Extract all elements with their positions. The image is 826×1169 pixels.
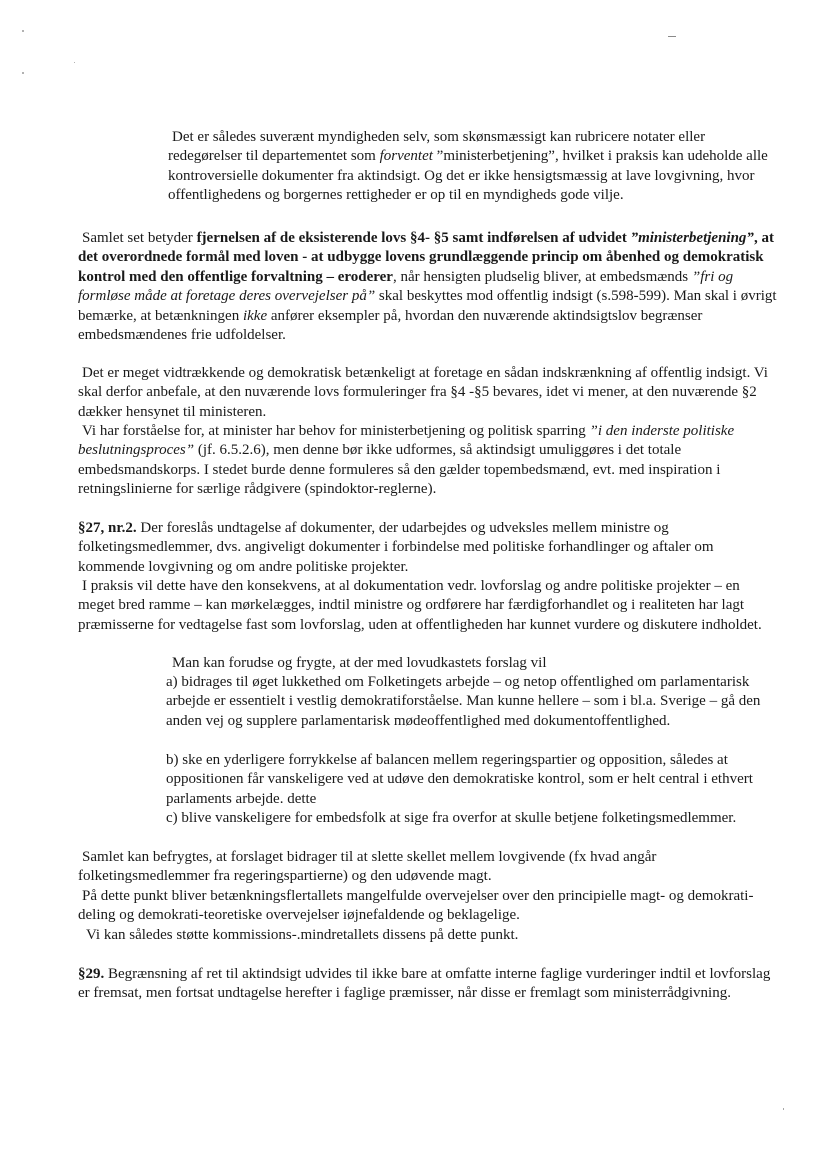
paragraph-forudse: Man kan forudse og frygte, at der med lovudkastets forslag vil [172, 655, 547, 671]
paragraph-dissens: Vi kan således støtte kommissions-.mindretallets dissens på dette punkt. [86, 927, 519, 943]
list-item-b: b) ske en yderligere forrykkelse af balancen mellem regeringspartier og opposition, således at oppositionen får vanskeligere ved at udøve den demokratiske kontrol, som er helt central i ethvert parlaments arbejde. dette [166, 752, 753, 807]
paragraph-samlet-set: Samlet set betyder fjernelsen af de eksisterende lovs §4- §5 samt indførelsen af udvidet ”ministerbetjening”, at det overordnede formål med loven - at udbygge lovens grundlæggende princip om åbenhed og demokratisk kontrol med den offentlige forvaltning – eroderer, når hensigten pludselig bliver, at embedsmænds ”fri og formløse måde at foretage deres overvejelser på” skal beskyttes mod offentlig indsigt (s.598-599). Man skal i øvrigt bemærke, at betænkningen ikke anfører eksempler på, hvordan den nuværende aktindsigtslov begrænser embedsmændenes frie udfoldelser. [78, 230, 777, 344]
list-item-a: a) bidrages til øget lukkethed om Folketingets arbejde – og netop offentlighed om parlamentarisk arbejde er essentielt i vestlig demokratiforståelse. Man kunne hellere – som i bl.a. Sverige – gå den anden vej og supplere parlamentarisk mødeoffentlighed med dokumentoffentlighed. [166, 674, 761, 729]
paragraph-befrygtes: Samlet kan befrygtes, at forslaget bidrager til at slette skellet mellem lovgivende (fx hvad angår folketingsmedlemmer fra regeringspartierne) og den udøvende magt. [78, 849, 657, 885]
scan-speck [74, 62, 75, 63]
scan-speck [783, 1108, 784, 1110]
scan-speck [22, 30, 24, 32]
scan-speck [22, 72, 24, 74]
paragraph-section-27: §27, nr.2. Der foreslås undtagelse af dokumenter, der udarbejdes og udveksles mellem ministre og folketingsmedlemmer, dvs. angiveligt dokumenter i forbindelse med politiske forhandlinger og aftaler om kommende lovgivning og om andre politiske projekter. [78, 520, 714, 575]
paragraph-i-praksis: I praksis vil dette have den konsekvens, at al dokumentation vedr. lovforslag og andre politiske projekter – en meget bred ramme – kan mørkelægges, indtil ministre og ordførere har færdigforhandlet og i realiteten har lagt præmisserne for vedtagelse fast som lovforslag, uden at offentligheden har kunnet vurdere og diskutere indholdet. [78, 578, 762, 633]
scan-mark [668, 36, 676, 37]
list-item-c: c) blive vanskeligere for embedsfolk at sige fra overfor at skulle betjene folketingsmedlemmer. [166, 810, 737, 826]
paragraph-dette-punkt: På dette punkt bliver betænkningsflertallets mangelfulde overvejelser over den principielle magt- og demokrati-deling og demokrati-teoretiske overvejelser iøjnefaldende og beklagelige. [78, 888, 754, 924]
paragraph-section-29: §29. Begrænsning af ret til aktindsigt udvides til ikke bare at omfatte interne faglige vurderinger indtil et lovforslag er fremsat, men fortsat undtagelse herefter i faglige præmisser, når disse er fremlagt som ministerrådgivning. [78, 966, 771, 1002]
paragraph-ministerbetjening: Vi har forståelse for, at minister har behov for ministerbetjening og politisk sparring ”i den inderste politiske beslutningsproces” (jf. 6.5.2.6), men denne bør ikke udformes, så aktindsigt umuliggøres i det totale embedsmandskorps. I stedet burde denne formuleres så den gælder topembedsmænd, evt. med inspiration i retningslinierne for særlige rådgivere (spindoktor-reglerne). [78, 423, 735, 498]
paragraph-vidtraekkende: Det er meget vidtrækkende og demokratisk betænkeligt at foretage en sådan indskrænkning af offentlig indsigt. Vi skal derfor anbefale, at den nuværende lovs formuleringer fra §4 -§5 bevares, idet vi mener, at den nuværende §2 dækker hensynet til ministeren. [78, 365, 768, 420]
paragraph-myndighed: Det er således suverænt myndigheden selv, som skønsmæssigt kan rubricere notater eller redegørelser til departementet som forventet ”ministerbetjening”, hvilket i praksis kan udeholde alle kontroversielle dokumenter fra aktindsigt. Og det er ikke hensigtsmæssig at lave lovgivning, hvor offentlighedens og borgernes rettigheder er op til en myndigheds gode vilje. [168, 129, 768, 204]
